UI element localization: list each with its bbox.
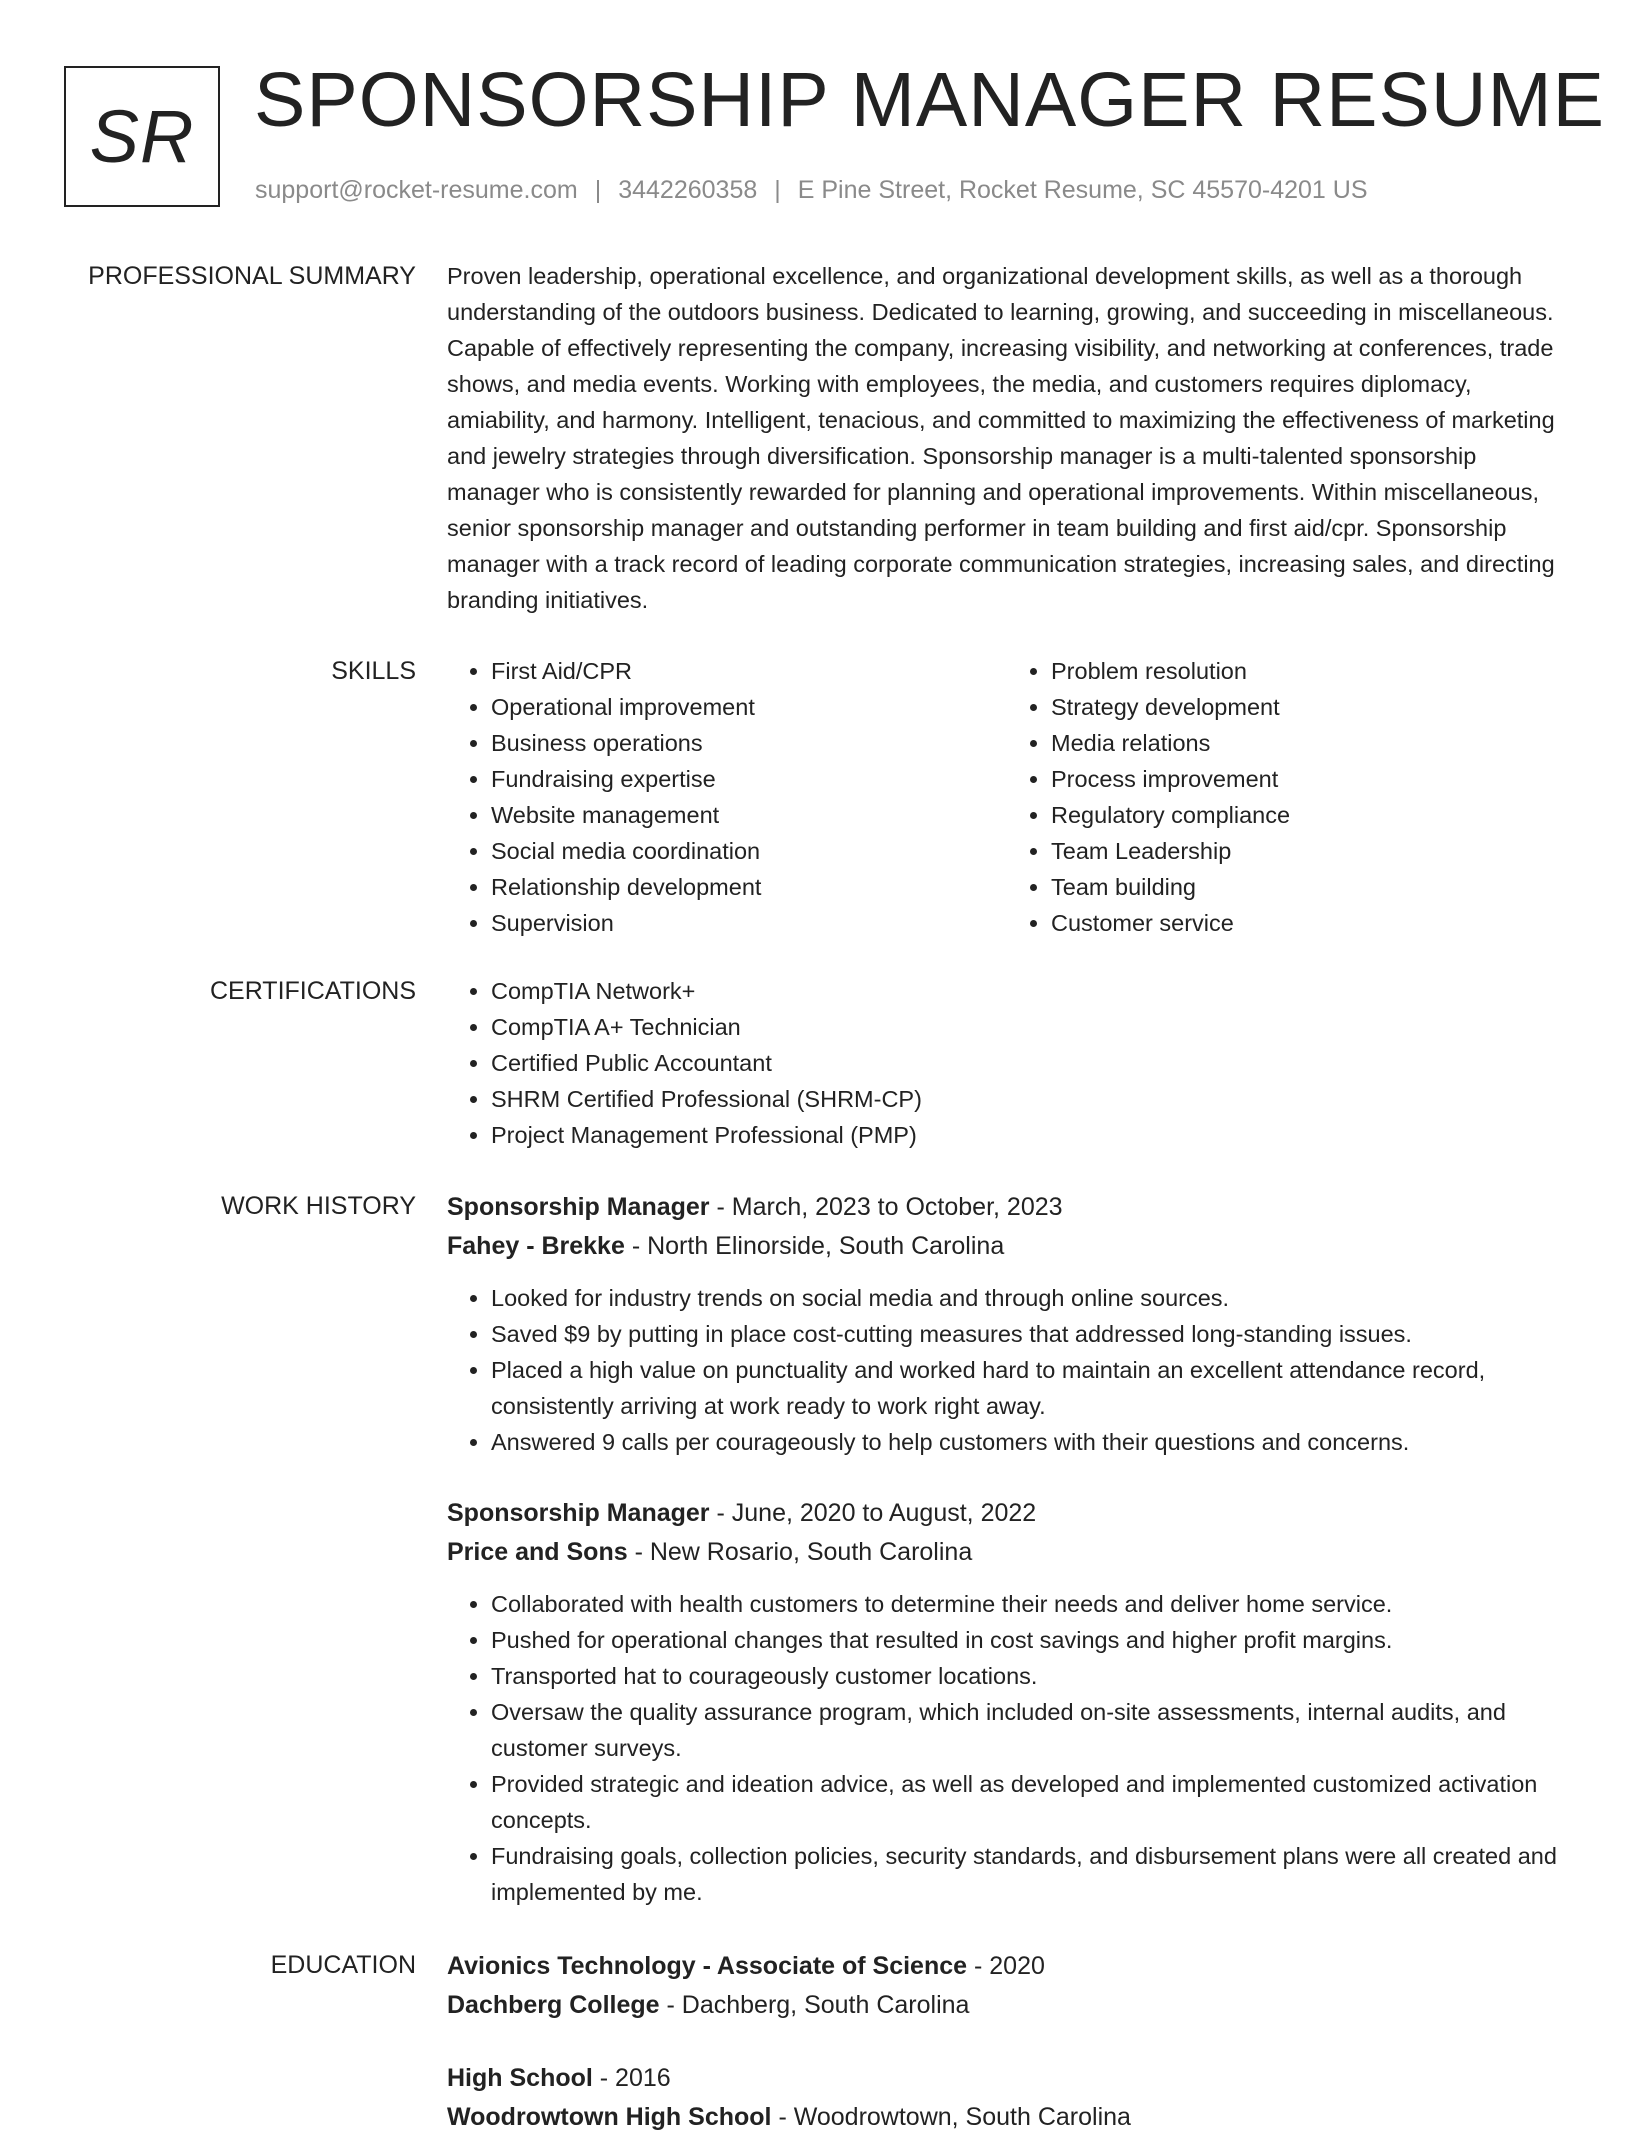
skill-item: • Supervision <box>491 905 1007 941</box>
skill-item: • Process improvement <box>1051 761 1567 797</box>
skill-item: • Team building <box>1051 869 1567 905</box>
education-location: - Dachberg, South Carolina <box>659 1991 970 2019</box>
contact-address: E Pine Street, Rocket Resume, SC 45570-4201 US <box>797 176 1368 204</box>
education-school: Woodrowtown High School <box>447 2103 772 2131</box>
page-title: SPONSORSHIP MANAGER RESUME <box>254 57 1605 143</box>
contact-email[interactable]: support@rocket-resume.com <box>255 176 578 204</box>
skill-item: • Customer service <box>1051 905 1567 941</box>
certification-item: • CompTIA A+ Technician <box>491 1009 1567 1045</box>
skill-item: • Operational improvement <box>491 689 1007 725</box>
skill-item: • Social media coordination <box>491 833 1007 869</box>
contact-separator: | <box>774 176 781 204</box>
skills-list-left <box>447 653 1007 941</box>
job-company-line <box>447 1533 1567 1572</box>
job-bullet: • Placed a high value on punctuality and worked hard to maintain an excellent attendance record, consistently arriving at work ready to work right away. <box>491 1352 1567 1424</box>
job-bullet: • Saved $9 by putting in place cost-cutting measures that addressed long-standing issues. <box>491 1316 1567 1352</box>
job-bullets <box>447 1280 1567 1460</box>
job-entry <box>447 1494 1567 1910</box>
job-company-line <box>447 1227 1567 1266</box>
job-bullet: • Answered 9 calls per courageously to help customers with their questions and concerns. <box>491 1424 1567 1460</box>
education-degree-line <box>447 2059 1567 2098</box>
job-entry <box>447 1188 1567 1460</box>
contact-line <box>255 176 1368 205</box>
monogram-text: SR <box>89 95 195 178</box>
job-bullet: • Pushed for operational changes that resulted in cost savings and higher profit margins. <box>491 1622 1567 1658</box>
contact-phone[interactable]: 3442260358 <box>618 176 758 204</box>
job-bullets <box>447 1586 1567 1910</box>
section-label-skills: SKILLS <box>331 657 416 685</box>
skill-item: • Regulatory compliance <box>1051 797 1567 833</box>
job-bullet: • Provided strategic and ideation advice, as well as developed and implemented customized activation concepts. <box>491 1766 1567 1838</box>
certification-item: • SHRM Certified Professional (SHRM-CP) <box>491 1081 1567 1117</box>
skill-item: • Fundraising expertise <box>491 761 1007 797</box>
job-bullet: • Fundraising goals, collection policies, security standards, and disbursement plans were all created and implemented by me. <box>491 1838 1567 1910</box>
skill-item: • Website management <box>491 797 1007 833</box>
education-school: Dachberg College <box>447 1991 660 2019</box>
section-label-education: EDUCATION <box>270 1951 416 1979</box>
job-bullet: • Transported hat to courageously customer locations. <box>491 1658 1567 1694</box>
job-location: - New Rosario, South Carolina <box>627 1538 973 1566</box>
skills-list-right <box>1007 653 1567 941</box>
education-school-line <box>447 1986 1567 2025</box>
skill-item: • Team Leadership <box>1051 833 1567 869</box>
job-dates: - June, 2020 to August, 2022 <box>709 1499 1037 1527</box>
education-year: - 2020 <box>967 1952 1045 1980</box>
certifications-list <box>447 973 1567 1153</box>
section-label-summary: PROFESSIONAL SUMMARY <box>88 262 416 290</box>
job-company: Price and Sons <box>447 1538 628 1566</box>
job-location: - North Elinorside, South Carolina <box>624 1232 1005 1260</box>
skill-item: • First Aid/CPR <box>491 653 1007 689</box>
job-title: Sponsorship Manager <box>447 1499 710 1527</box>
job-dates: - March, 2023 to October, 2023 <box>709 1193 1063 1221</box>
skill-item: • Problem resolution <box>1051 653 1567 689</box>
education-year: - 2016 <box>592 2064 671 2092</box>
monogram-badge <box>64 66 220 207</box>
education-degree: High School <box>447 2064 593 2092</box>
job-title-line <box>447 1494 1567 1533</box>
certification-item: • CompTIA Network+ <box>491 973 1567 1009</box>
job-bullet: • Collaborated with health customers to determine their needs and deliver home service. <box>491 1586 1567 1622</box>
section-label-work: WORK HISTORY <box>221 1192 416 1220</box>
education-school-line <box>447 2098 1567 2137</box>
summary-text: Proven leadership, operational excellence, and organizational development skills, as well as a thorough understanding of the outdoors business. Dedicated to learning, growing, and succeeding in miscellaneous. Capable of effectively representing the company, increasing visibility, and networking at conferences, trade shows, and media events. Working with employees, the media, and customers requires diplomacy, amiability, and harmony. Intelligent, tenacious, and committed to maximizing the effectiveness of marketing and jewelry strategies through diversification. Sponsorship manager is a multi-talented sponsorship manager who is consistently rewarded for planning and operational improvements. Within miscellaneous, senior sponsorship manager and outstanding performer in team building and first aid/cpr. Sponsorship manager with a track record of leading corporate communication strategies, increasing sales, and directing branding initiatives. <box>447 263 1555 613</box>
job-title-line <box>447 1188 1567 1227</box>
skill-item: • Media relations <box>1051 725 1567 761</box>
skill-item: • Relationship development <box>491 869 1007 905</box>
section-label-certifications: CERTIFICATIONS <box>209 977 416 1005</box>
certification-item: • Certified Public Accountant <box>491 1045 1567 1081</box>
education-entry <box>447 1947 1567 2025</box>
job-company: Fahey - Brekke <box>447 1232 625 1260</box>
job-bullet: • Oversaw the quality assurance program, which included on-site assessments, internal audits, and customer surveys. <box>491 1694 1567 1766</box>
job-bullet: • Looked for industry trends on social media and through online sources. <box>491 1280 1567 1316</box>
education-entry <box>447 2059 1567 2137</box>
job-title: Sponsorship Manager <box>447 1193 710 1221</box>
education-degree-line <box>447 1947 1567 1986</box>
skill-item: • Business operations <box>491 725 1007 761</box>
skill-item: • Strategy development <box>1051 689 1567 725</box>
contact-separator: | <box>594 176 602 204</box>
education-location: - Woodrowtown, South Carolina <box>771 2103 1131 2131</box>
education-degree: Avionics Technology - Associate of Science <box>447 1952 968 1980</box>
certification-item: • Project Management Professional (PMP) <box>491 1117 1567 1153</box>
